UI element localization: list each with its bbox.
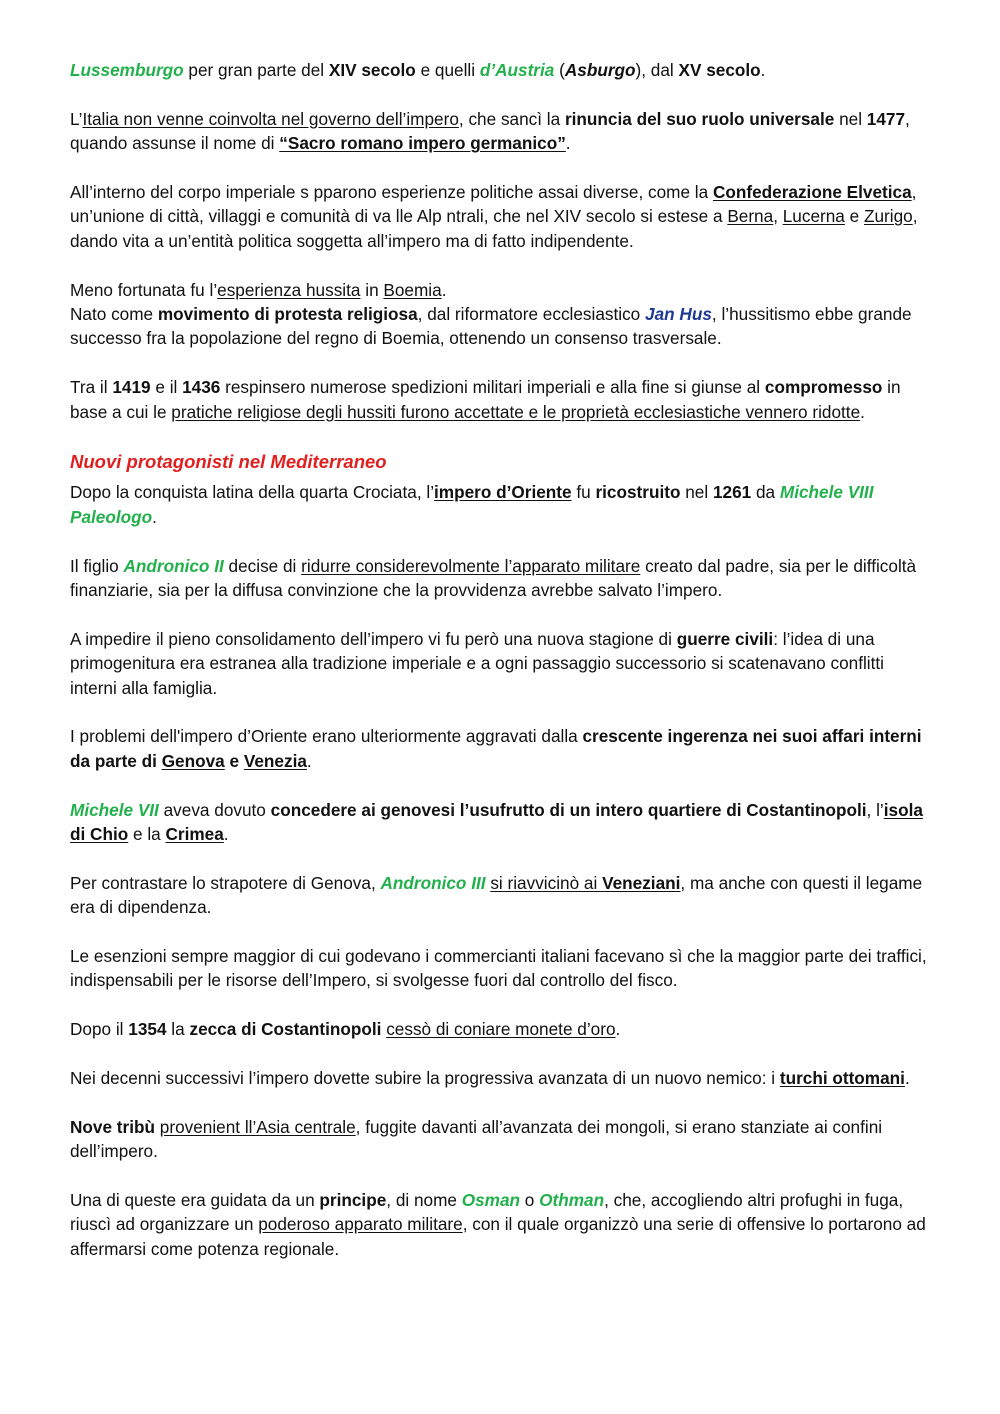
section-heading: Nuovi protagonisti nel Mediterraneo <box>70 451 387 473</box>
paragraph-jan-hus: Nato come movimento di protesta religiosa, dal riformatore ecclesiastico Jan Hus, l’hussitismo ebbe grande successo fra la popolazione del regno di Boemia, ottenendo un consenso trasversale. <box>70 304 912 349</box>
paragraph-compromesso: Tra il 1419 e il 1436 respinsero numerose spedizioni militari imperiali e alla fine si giunse al compromesso in base a cui le pratiche religiose degli hussiti furono accettate e le proprietà ecclesiastiche vennero ridotte. <box>70 377 901 422</box>
paragraph-confederazione: All’interno del corpo imperiale s pparono esperienze politiche assai diverse, come la Confederazione Elvetica, un’unione di città, villaggi e comunità di va lle Alp ntrali, che nel XIV secolo si estese a Berna, Lucerna e Zurigo, dando vita a un’entità politica soggetta all’impero ma di fatto indipendente. <box>70 182 918 251</box>
paragraph-hussiti-intro: Meno fortunata fu l’esperienza hussita in Boemia. <box>70 279 447 300</box>
document-body <box>70 58 932 1286</box>
paragraph-turchi: Nei decenni successivi l’impero dovette subire la progressiva avanzata di un nuovo nemico: i turchi ottomani. <box>70 1068 910 1089</box>
paragraph-guerre-civili: A impedire il pieno consolidamento dell’impero vi fu però una nuova stagione di guerre civili: l’idea di una primogenitura era estranea alla tradizione imperiale e a ogni passaggio successorio si scatenavano conflitti interni alla famiglia. <box>70 628 884 698</box>
paragraph-lussemburgo: Lussemburgo per gran parte del XIV secolo e quelli d’Austria (Asburgo), dal XV secolo. <box>70 60 766 80</box>
paragraph-italia: L’Italia non venne coinvolta nel governo dell’impero, che sancì la rinuncia del suo ruolo universale nel 1477, quando assunse il nome di “Sacro romano impero germanico”. <box>70 108 910 154</box>
paragraph-andronico-iii: Per contrastare lo strapotere di Genova, Andronico III si riavvicinò ai Veneziani, ma anche con questi il legame era di dipendenza. <box>70 872 923 918</box>
paragraph-esenzioni: Le esenzioni sempre maggior di cui godevano i commercianti italiani facevano sì che la maggior parte dei traffici, indispensabili per le risorse dell’Impero, si svolgesse fuori dal controllo del fisco. <box>70 946 927 991</box>
paragraph-osman: Una di queste era guidata da un principe, di nome Osman o Othman, che, accogliendo altri profughi in fuga, riuscì ad organizzare un poderoso apparato militare, con il quale organizzò una serie di offensive lo portarono ad affermarsi come potenza regionale. <box>70 1190 926 1259</box>
paragraph-michele-vii: Michele VII aveva dovuto concedere ai genovesi l’usufrutto di un intero quartiere di Costantinopoli, l’isola di Chio e la Crimea. <box>70 799 923 845</box>
paragraph-andronico-ii: Il figlio Andronico II decise di ridurre considerevolmente l’apparato militare creato dal padre, sia per le difficoltà finanziarie, sia per la diffusa convinzione che la provvidenza avrebbe salvato l’impero. <box>70 555 917 601</box>
paragraph-zecca: Dopo il 1354 la zecca di Costantinopoli cessò di coniare monete d’oro. <box>70 1019 621 1040</box>
paragraph-tribu: Nove tribù provenient ll’Asia centrale, fuggite davanti all’avanzata dei mongoli, si erano stanziate ai confini dell’impero. <box>70 1116 883 1162</box>
paragraph-impero-oriente: Dopo la conquista latina della quarta Crociata, l’impero d’Oriente fu ricostruito nel 1261 da Michele VIII Paleologo. <box>70 482 874 527</box>
paragraph-ingerenza: I problemi dell'impero d’Oriente erano ulteriormente aggravati dalla crescente ingerenza nei suoi affari interni da parte di Genova e Venezia. <box>70 726 922 771</box>
